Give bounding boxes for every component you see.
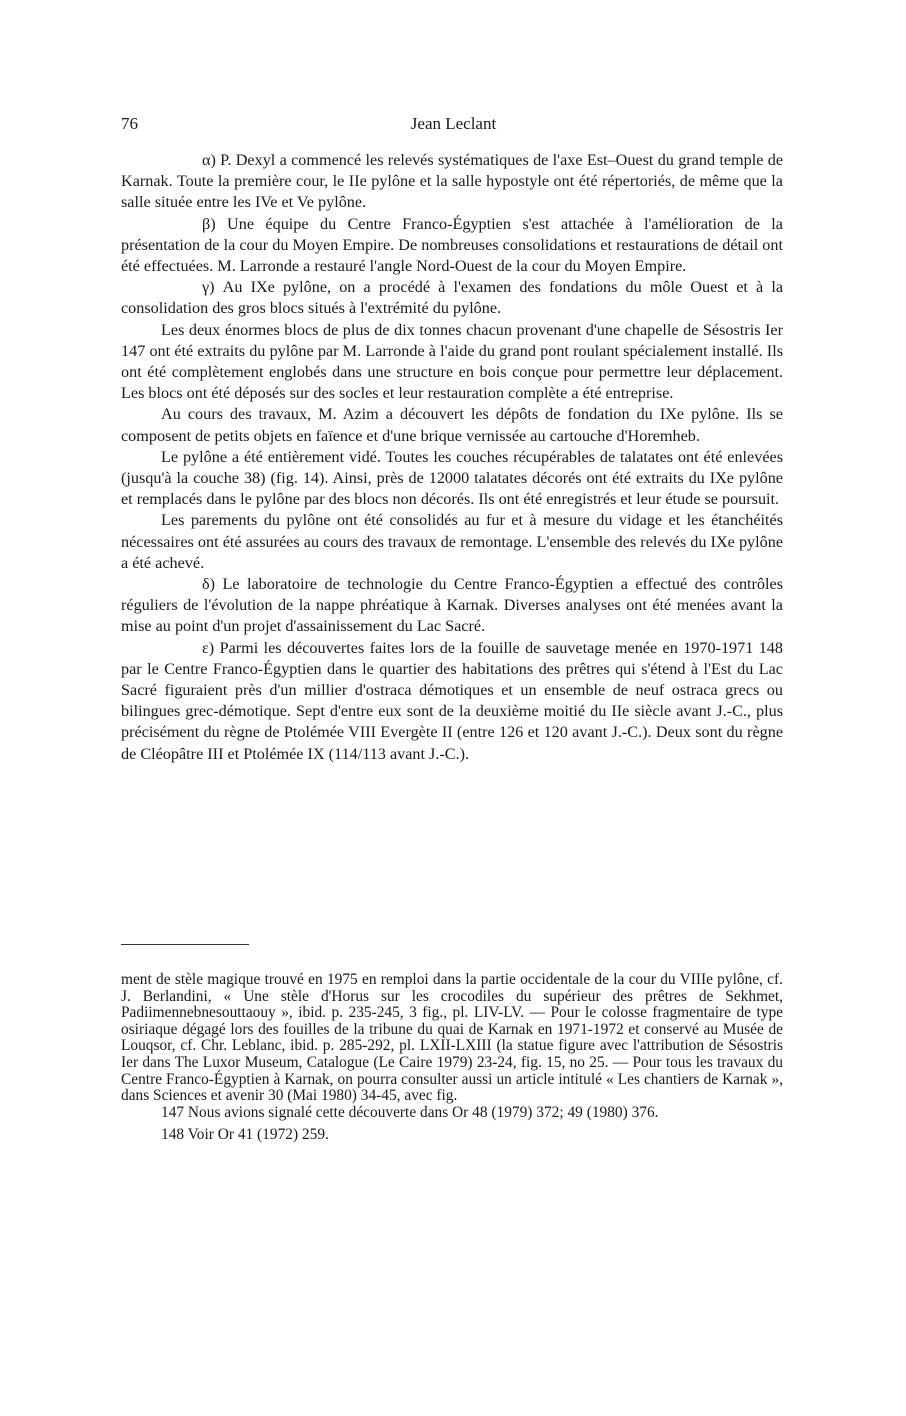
- paragraph-beta: β) Une équipe du Centre Franco-Égyptien s'est attachée à l'amélioration de la présentation de la cour du Moyen Empire. De nombreuses consolidations et restaurations de détail ont été effectuées. M. Larronde a restauré l'angle Nord-Ouest de la cour du Moyen Empire.: [121, 214, 783, 276]
- footnote-continuation: ment de stèle magique trouvé en 1975 en remploi dans la partie occidentale de la cour du VIIIe pylône, cf. J. Berlandini, « Une stèle d'Horus sur les crocodiles du supérieur des prêtres de Sekhmet, Padiimennebnesouttaouy », ibid. p. 235-245, 3 fig., pl. LIV-LV. — Pour le colosse fragmentaire de type osiriaque dégagé lors des fouilles de la tribune du quai de Karnak en 1971-1972 et conservé au Musée de Louqsor, cf. Chr. Leblanc, ibid. p. 285-292, pl. LXII-LXIII (la statue figure avec l'attribution de Sésostris Ier dans The Luxor Museum, Catalogue (Le Caire 1979) 23-24, fig. 15, no 25. — Pour tous les travaux du Centre Franco-Égyptien à Karnak, on pourra consulter aussi un article intitulé « Les chantiers de Karnak », dans Sciences et avenir 30 (Mai 1980) 34-45, avec fig.: [121, 971, 783, 1105]
- running-head: Jean Leclant: [410, 114, 497, 133]
- paragraph-gamma: γ) Au IXe pylône, on a procédé à l'examen des fondations du môle Ouest et à la consolidation des gros blocs situés à l'extrémité du pylône.: [121, 278, 783, 318]
- paragraph-vide: Le pylône a été entièrement vidé. Toutes les couches récupérables de talatates ont été enlevées (jusqu'à la couche 38) (fig. 14). Ainsi, près de 12000 talatates décorés ont été extraits du IXe pylône et remplacés dans le pylône par des blocs non décorés. Ils ont été enregistrés et leur étude se poursuit.: [121, 447, 783, 509]
- main-text: [121, 150, 783, 765]
- footnote-147: 147 Nous avions signalé cette découverte dans Or 48 (1979) 372; 49 (1980) 376.: [161, 1103, 659, 1121]
- footnote-separator: [121, 944, 249, 945]
- paragraph-epsilon: ε) Parmi les découvertes faites lors de la fouille de sauvetage menée en 1970-1971 148 par le Centre Franco-Égyptien dans le quartier des habitations des prêtres qui s'étend à l'Est du Lac Sacré figuraient près d'un millier d'ostraca démotiques et un ensemble de neuf ostraca grecs ou bilingues grec-démotique. Sept d'entre eux sont de la deuxième moitié du IIe siècle avant J.-C., plus précisément du règne de Ptolémée VIII Evergète II (entre 126 et 120 avant J.-C.). Deux sont du règne de Cléopâtre III et Ptolémée IX (114/113 avant J.-C.).: [121, 638, 783, 763]
- paragraph-delta: δ) Le laboratoire de technologie du Centre Franco-Égyptien a effectué des contrôles réguliers de l'évolution de la nappe phréatique à Karnak. Diverses analyses ont été menées avant la mise au point d'un projet d'assainissement du Lac Sacré.: [121, 575, 783, 636]
- page-number: 76: [121, 114, 138, 133]
- page-header: [121, 114, 786, 140]
- paragraph-azim: Au cours des travaux, M. Azim a découvert les dépôts de fondation du IXe pylône. Ils se composent de petits objets en faïence et d'une brique vernissée au cartouche d'Horemheb.: [121, 405, 783, 445]
- paragraph-parements: Les parements du pylône ont été consolidés au fur et à mesure du vidage et les étanchéités nécessaires ont été assurées au cours des travaux de remontage. L'ensemble des relevés du IXe pylône a été achevé.: [121, 511, 783, 572]
- footnotes: [121, 972, 783, 1144]
- footnote-148: 148 Voir Or 41 (1972) 259.: [161, 1126, 329, 1144]
- paragraph-alpha: α) P. Dexyl a commencé les relevés systématiques de l'axe Est–Ouest du grand temple de Karnak. Toute la première cour, le IIe pylône et la salle hypostyle ont été répertoriés, de même que la salle située entre les IVe et Ve pylône.: [121, 151, 783, 212]
- paragraph-blocs: Les deux énormes blocs de plus de dix tonnes chacun provenant d'une chapelle de Sésostris Ier 147 ont été extraits du pylône par M. Larronde à l'aide du grand pont roulant spécialement installé. Ils ont été complètement englobés dans une structure en bois conçue pour permettre leur déplacement. Les blocs ont été déposés sur des socles et leur restauration complète a été entreprise.: [121, 320, 783, 403]
